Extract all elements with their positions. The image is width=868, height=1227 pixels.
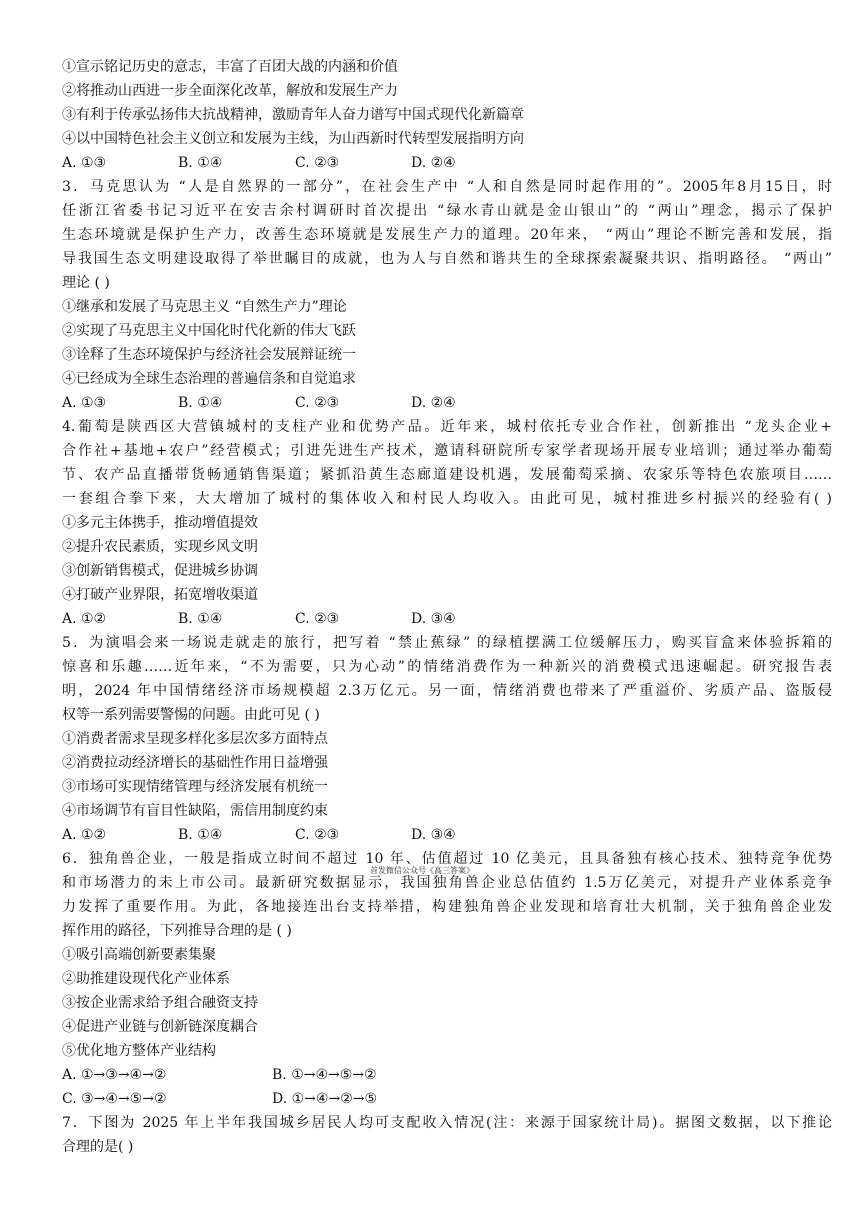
q4-item-4: ④打破产业界限，拓宽增收渠道 [62, 587, 258, 603]
q3-item-1: ①继承和发展了马克思主义 “自然生产力”理论 [62, 299, 347, 315]
q5-option-b: B. ①④ [178, 827, 223, 843]
q4-stem-line-1: 4.葡萄是陕西区大营镇城村的支柱产业和优势产品。近年来，城村依托专业合作社，创新推出 “龙头企业+ [62, 419, 832, 435]
q5-stem-line-3: 明，2024 年中国情绪经济市场规模超 2.3万亿元。另一面，情绪消费也带来了严重溢价、劣质产品、盗版侵 [62, 683, 832, 699]
q4-stem-line-3: 节、农产品直播带货畅通销售渠道；紧抓沿黄生态廊道建设机遇，发展葡萄采摘、农家乐等特色农旅项目…… [62, 467, 832, 483]
q5-item-2: ②消费拉动经济增长的基础性作用日益增强 [62, 755, 328, 771]
q6-stem-line-3: 力发挥了重要作用。为此，各地接连出台支持举措，构建独角兽企业发现和培育壮大机制，关于独角兽企业发 [62, 899, 832, 915]
q5-option-c: C. ②③ [295, 827, 340, 843]
q2-option-a: A. ①③ [62, 155, 107, 171]
q6-option-d: D. ①→④→②→⑤ [272, 1091, 378, 1107]
q2-option-b: B. ①④ [178, 155, 223, 171]
q4-option-d: D. ③④ [411, 611, 456, 627]
q5-option-a: A. ①② [62, 827, 107, 843]
q3-stem-line-2: 任浙江省委书记习近平在安吉余村调研时首次提出 “绿水青山就是金山银山”的 “两山”理念，揭示了保护 [62, 203, 832, 219]
q7-stem-line-1: 7．下图为 2025 年上半年我国城乡居民人均可支配收入情况(注：来源于国家统计局)。据图文数据，以下推论 [62, 1115, 832, 1131]
q6-option-c: C. ③→④→⑤→② [62, 1091, 167, 1107]
q6-item-4: ④促进产业链与创新链深度耦合 [62, 1019, 258, 1035]
q5-stem-line-4: 权等一系列需要警惕的问题。由此可见 ( ) [62, 707, 320, 723]
q2-option-c: C. ②③ [295, 155, 340, 171]
q5-item-4: ④市场调节有盲目性缺陷，需信用制度约束 [62, 803, 328, 819]
q3-option-d: D. ②④ [411, 395, 456, 411]
q6-option-b: B. ①→④→⑤→② [272, 1067, 377, 1083]
q4-item-3: ③创新销售模式，促进城乡协调 [62, 563, 258, 579]
q3-option-c: C. ②③ [295, 395, 340, 411]
q2-option-d: D. ②④ [411, 155, 456, 171]
q7-stem-line-2: 合理的是( ) [62, 1139, 134, 1155]
q5-stem-line-2: 惊喜和乐趣……近年来，“不为需要，只为心动”的情绪消费作为一种新兴的消费模式迅速崛起。研究报告表 [62, 659, 832, 675]
watermark-text: 首发微信公众号《高三答案》 [370, 866, 474, 875]
q3-stem-line-4: 导我国生态文明建设取得了举世瞩目的成就，也为人与自然和谐共生的全球探索凝聚共识、指明路径。 “两山” [62, 251, 832, 267]
q3-item-3: ③诠释了生态环境保护与经济社会发展辩证统一 [62, 347, 356, 363]
q2-item-3: ③有利于传承弘扬伟大抗战精神，激励青年人奋力谱写中国式现代化新篇章 [62, 107, 524, 123]
q4-option-b: B. ①④ [178, 611, 223, 627]
q3-option-b: B. ①④ [178, 395, 223, 411]
q5-item-3: ③市场可实现情绪管理与经济发展有机统一 [62, 779, 328, 795]
q4-option-c: C. ②③ [295, 611, 340, 627]
q4-item-1: ①多元主体携手，推动增值提效 [62, 515, 258, 531]
q3-stem-line-3: 生态环境就是保护生产力，改善生态环境就是发展生产力的道理。20年来， “两山”理论不断完善和发展，指 [62, 227, 832, 243]
q5-stem-line-1: 5．为演唱会来一场说走就走的旅行，把写着 “禁止蕉绿” 的绿植摆满工位缓解压力，购买盲盒来体验拆箱的 [62, 635, 832, 651]
q5-option-d: D. ③④ [411, 827, 456, 843]
q6-item-3: ③按企业需求给予组合融资支持 [62, 995, 258, 1011]
q6-stem-line-1: 6．独角兽企业，一般是指成立时间不超过 10 年、估值超过 10 亿美元，且具备独有核心技术、独特竞争优势 [62, 851, 832, 867]
q4-item-2: ②提升农民素质，实现乡风文明 [62, 539, 258, 555]
q6-item-5: ⑤优化地方整体产业结构 [62, 1043, 216, 1059]
q4-stem-line-2: 合作社+基地+农户”经营模式；引进先进生产技术，邀请科研院所专家学者现场开展专业培训；通过举办葡萄 [62, 443, 832, 459]
q3-option-a: A. ①③ [62, 395, 107, 411]
q6-item-1: ①吸引高端创新要素集聚 [62, 947, 216, 963]
q3-stem-line-5: 理论 ( ) [62, 275, 110, 291]
q3-item-4: ④已经成为全球生态治理的普遍信条和自觉追求 [62, 371, 356, 387]
q6-option-a: A. ①→③→④→② [62, 1067, 167, 1083]
q2-item-4: ④以中国特色社会主义创立和发展为主线，为山西新时代转型发展指明方向 [62, 131, 524, 147]
q3-item-2: ②实现了马克思主义中国化时代化新的伟大飞跃 [62, 323, 356, 339]
q2-item-1: ①宣示铭记历史的意志，丰富了百团大战的内涵和价值 [62, 59, 398, 75]
q6-item-2: ②助推建设现代化产业体系 [62, 971, 230, 987]
q3-stem-line-1: 3．马克思认为 “人是自然界的一部分”，在社会生产中 “人和自然是同时起作用的”。2005年8月15日，时 [62, 179, 832, 195]
q6-stem-line-4: 挥作用的路径，下列推导合理的是 ( ) [62, 923, 292, 939]
q6-stem-line-2: 和市场潜力的未上市公司。最新研究数据显示，我国独角兽企业总估值约 1.5万亿美元，对提升产业体系竞争 [62, 875, 832, 891]
q2-item-2: ②将推动山西进一步全面深化改革，解放和发展生产力 [62, 83, 398, 99]
q4-stem-line-4: 一套组合拳下来，大大增加了城村的集体收入和村民人均收入。由此可见，城村推进乡村振兴的经验有( ) [62, 491, 832, 507]
q4-option-a: A. ①② [62, 611, 107, 627]
q5-item-1: ①消费者需求呈现多样化多层次多方面特点 [62, 731, 328, 747]
